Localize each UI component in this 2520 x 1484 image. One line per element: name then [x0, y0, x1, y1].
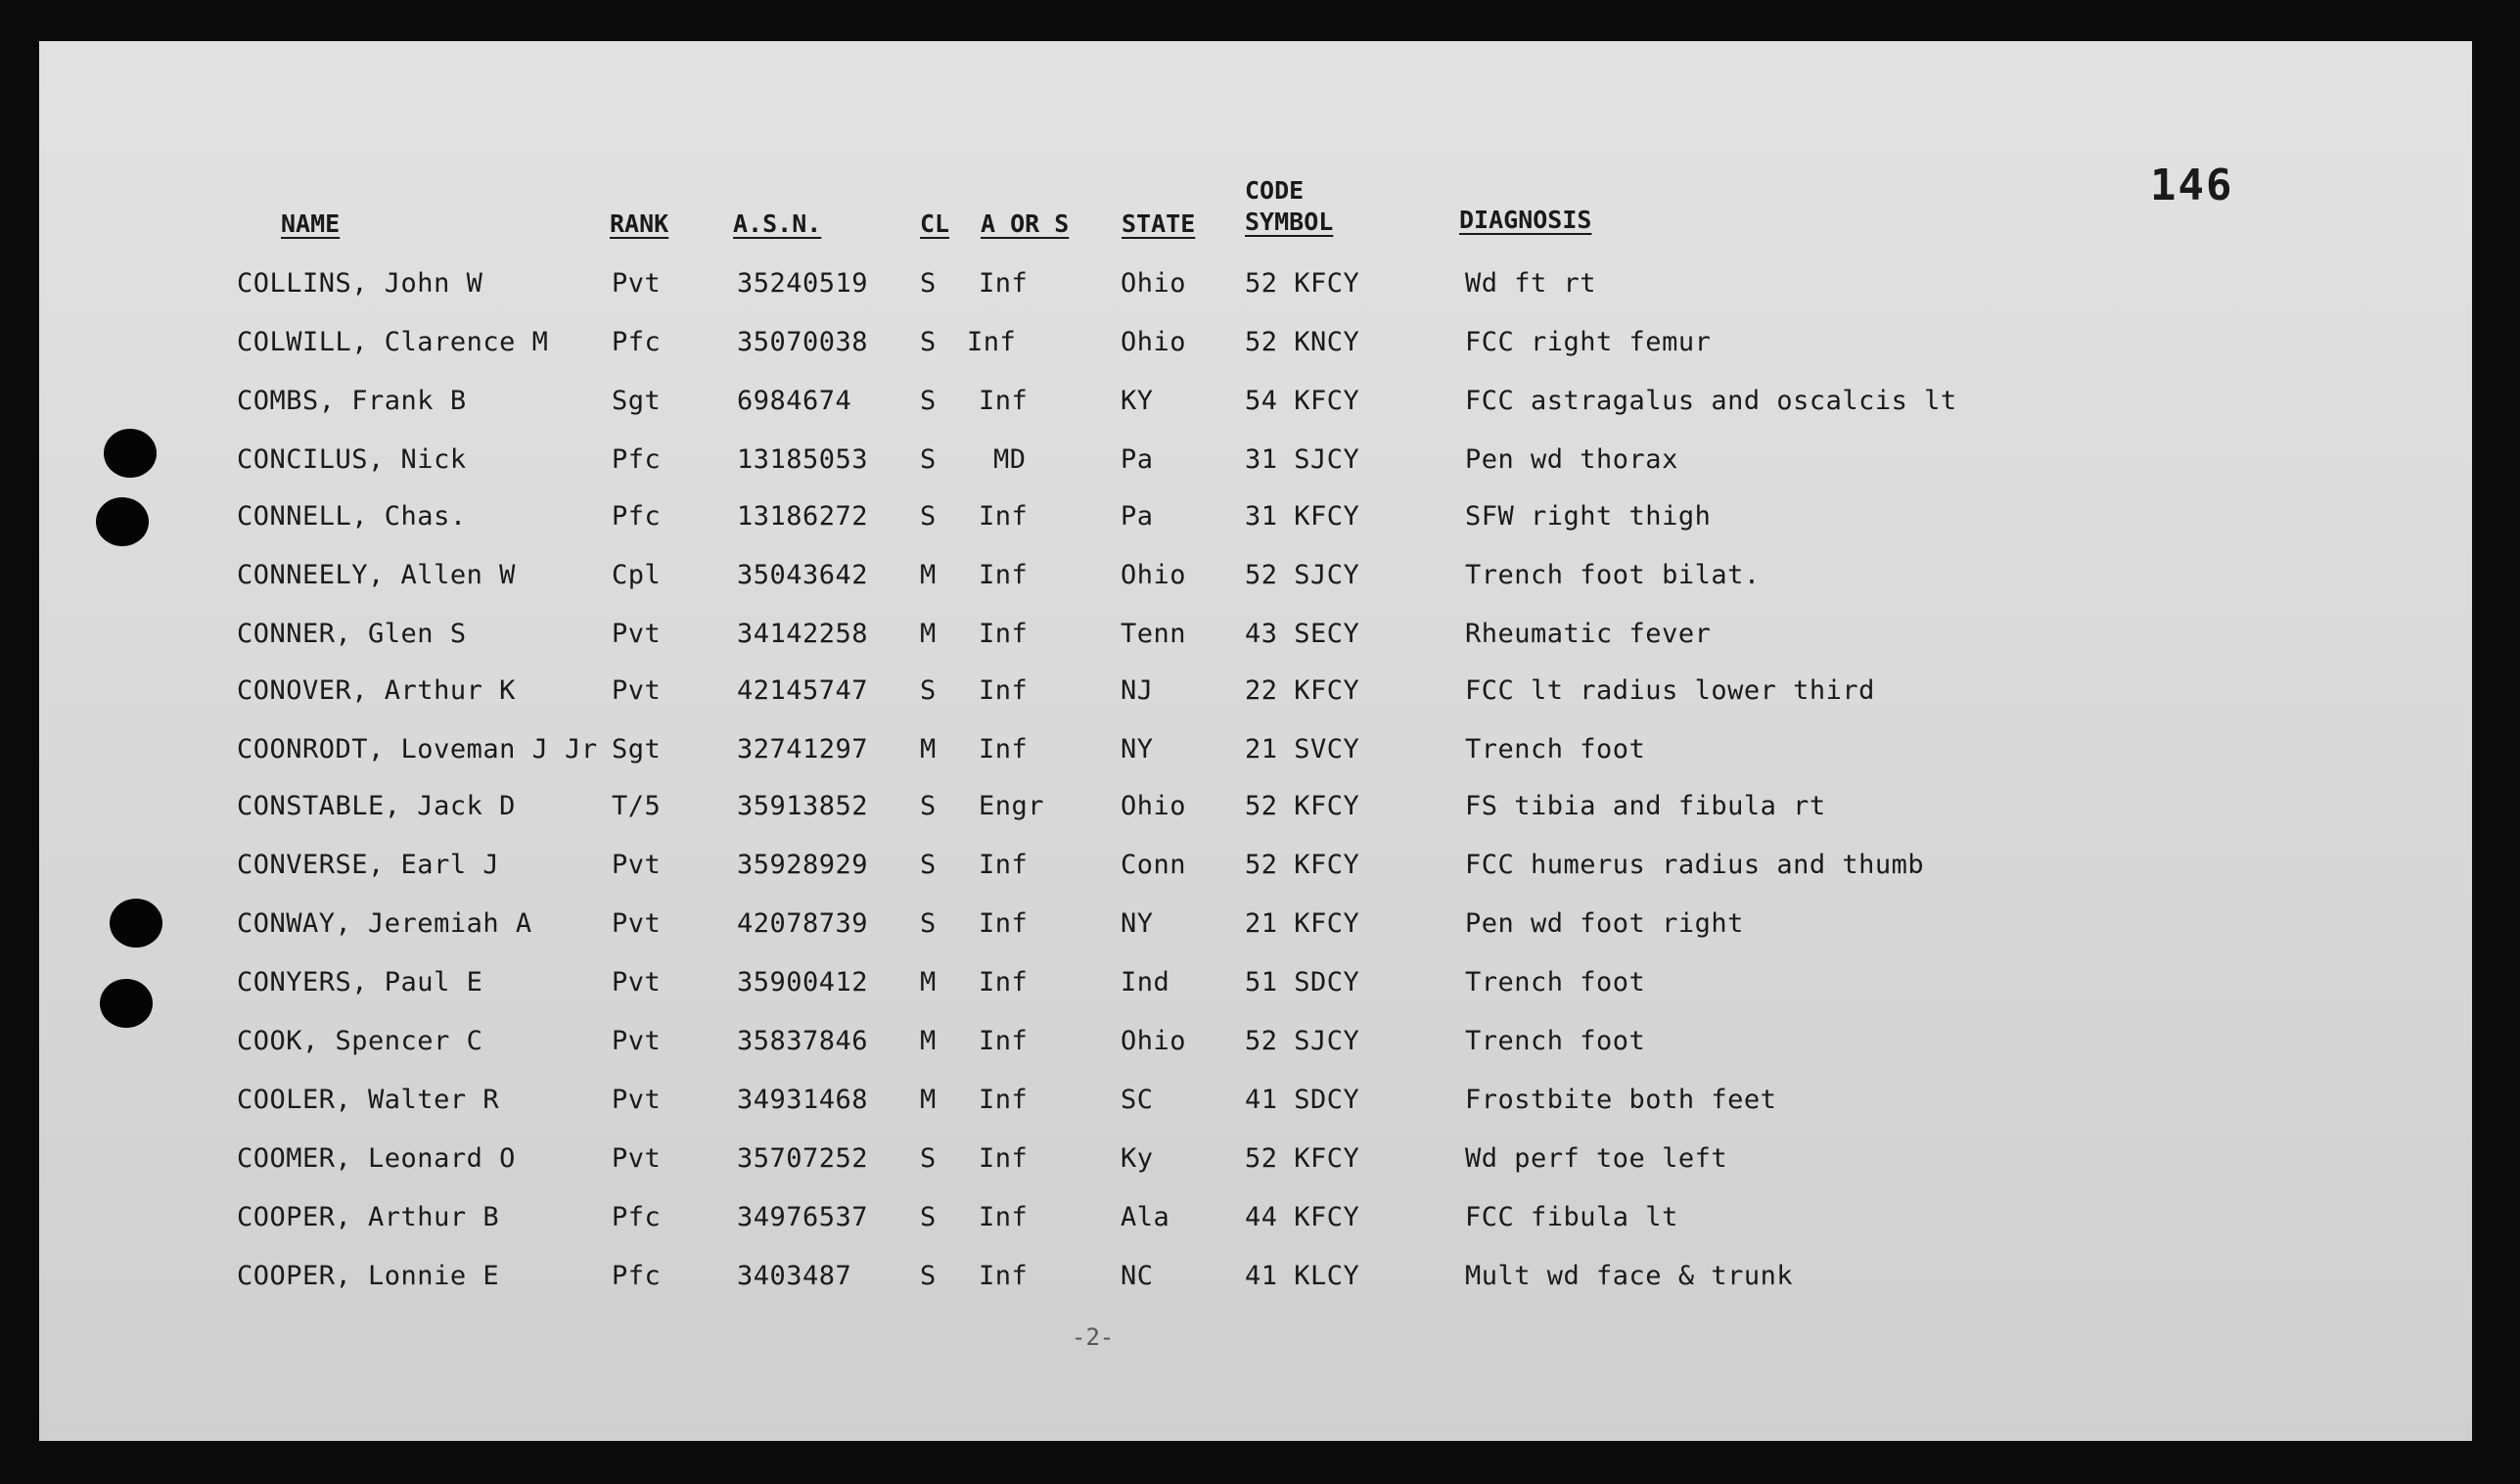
- cell-cl: M: [920, 560, 937, 590]
- cell-a-or-s: MD: [993, 444, 1027, 475]
- header-diagnosis: DIAGNOSIS: [1459, 206, 1592, 234]
- cell-diagnosis: FCC astragalus and oscalcis lt: [1465, 386, 1957, 416]
- cell-diagnosis: Wd ft rt: [1465, 268, 1597, 299]
- cell-rank: Pvt: [612, 908, 662, 939]
- table-row: [39, 734, 2472, 773]
- cell-asn: 13186272: [737, 501, 869, 532]
- table-row: [39, 908, 2472, 948]
- table-row: [39, 327, 2472, 366]
- cell-name: COOLER, Walter R: [237, 1085, 500, 1115]
- cell-code: 52 KNCY: [1245, 327, 1360, 357]
- cell-code: 22 KFCY: [1245, 675, 1360, 706]
- cell-cl: S: [920, 908, 937, 939]
- cell-name: COOPER, Arthur B: [237, 1202, 500, 1232]
- cell-code: 31 SJCY: [1245, 444, 1360, 475]
- header-cl: CL: [920, 209, 950, 238]
- header-rank: RANK: [610, 209, 669, 238]
- cell-rank: Pvt: [612, 619, 662, 649]
- table-row: [39, 560, 2472, 599]
- punch-hole: [96, 497, 149, 546]
- cell-name: COMBS, Frank B: [237, 386, 467, 416]
- cell-a-or-s: Inf: [979, 386, 1029, 416]
- cell-asn: 35043642: [737, 560, 869, 590]
- cell-state: Ohio: [1121, 327, 1187, 357]
- cell-rank: Pfc: [612, 1261, 662, 1291]
- cell-diagnosis: SFW right thigh: [1465, 501, 1712, 532]
- cell-diagnosis: Rheumatic fever: [1465, 619, 1712, 649]
- cell-asn: 35928929: [737, 850, 869, 880]
- cell-state: Ala: [1121, 1202, 1170, 1232]
- cell-asn: 35837846: [737, 1026, 869, 1056]
- cell-asn: 42078739: [737, 908, 869, 939]
- cell-rank: Pvt: [612, 967, 662, 997]
- cell-name: COOPER, Lonnie E: [237, 1261, 500, 1291]
- cell-diagnosis: Trench foot bilat.: [1465, 560, 1761, 590]
- cell-code: 52 KFCY: [1245, 1143, 1360, 1174]
- cell-code: 52 SJCY: [1245, 560, 1360, 590]
- cell-rank: Pfc: [612, 501, 662, 532]
- cell-cl: S: [920, 444, 937, 475]
- cell-code: 52 KFCY: [1245, 850, 1360, 880]
- cell-state: Pa: [1121, 501, 1154, 532]
- cell-cl: M: [920, 967, 937, 997]
- cell-name: CONYERS, Paul E: [237, 967, 483, 997]
- cell-state: Ohio: [1121, 1026, 1187, 1056]
- table-row: [39, 386, 2472, 425]
- cell-state: Ind: [1121, 967, 1170, 997]
- cell-a-or-s: Inf: [967, 327, 1017, 357]
- cell-asn: 13185053: [737, 444, 869, 475]
- cell-state: SC: [1121, 1085, 1154, 1115]
- cell-name: CONCILUS, Nick: [237, 444, 467, 475]
- cell-rank: Pvt: [612, 268, 662, 299]
- cell-cl: S: [920, 675, 937, 706]
- cell-diagnosis: Pen wd foot right: [1465, 908, 1744, 939]
- cell-name: CONVERSE, Earl J: [237, 850, 500, 880]
- cell-rank: Pfc: [612, 1202, 662, 1232]
- table-row: [39, 967, 2472, 1006]
- cell-a-or-s: Inf: [979, 560, 1029, 590]
- cell-asn: 35240519: [737, 268, 869, 299]
- cell-code: 51 SDCY: [1245, 967, 1360, 997]
- table-row: [39, 619, 2472, 658]
- cell-a-or-s: Inf: [979, 1202, 1029, 1232]
- cell-state: Ky: [1121, 1143, 1154, 1174]
- cell-state: Ohio: [1121, 268, 1187, 299]
- cell-diagnosis: FCC right femur: [1465, 327, 1712, 357]
- cell-a-or-s: Inf: [979, 675, 1029, 706]
- cell-code: 41 KLCY: [1245, 1261, 1360, 1291]
- cell-a-or-s: Inf: [979, 1026, 1029, 1056]
- cell-a-or-s: Inf: [979, 908, 1029, 939]
- table-row: [39, 268, 2472, 307]
- cell-rank: Pvt: [612, 850, 662, 880]
- cell-rank: Sgt: [612, 386, 662, 416]
- cell-asn: 34931468: [737, 1085, 869, 1115]
- table-row: [39, 444, 2472, 484]
- table-row: [39, 1202, 2472, 1241]
- cell-cl: S: [920, 1202, 937, 1232]
- table-row: [39, 1026, 2472, 1065]
- cell-diagnosis: FS tibia and fibula rt: [1465, 791, 1826, 821]
- cell-name: COOMER, Leonard O: [237, 1143, 516, 1174]
- cell-state: Pa: [1121, 444, 1154, 475]
- cell-a-or-s: Inf: [979, 967, 1029, 997]
- header-state: STATE: [1122, 209, 1196, 238]
- cell-rank: T/5: [612, 791, 662, 821]
- cell-asn: 32741297: [737, 734, 869, 765]
- cell-diagnosis: FCC lt radius lower third: [1465, 675, 1875, 706]
- cell-asn: 35913852: [737, 791, 869, 821]
- table-row: [39, 850, 2472, 889]
- cell-asn: 34976537: [737, 1202, 869, 1232]
- table-row: [39, 791, 2472, 830]
- cell-asn: 6984674: [737, 386, 852, 416]
- cell-diagnosis: Wd perf toe left: [1465, 1143, 1728, 1174]
- cell-a-or-s: Inf: [979, 1085, 1029, 1115]
- punch-hole: [104, 429, 157, 478]
- cell-diagnosis: Pen wd thorax: [1465, 444, 1678, 475]
- cell-code: 41 SDCY: [1245, 1085, 1360, 1115]
- cell-code: 21 SVCY: [1245, 734, 1360, 765]
- cell-asn: 3403487: [737, 1261, 852, 1291]
- cell-cl: S: [920, 386, 937, 416]
- cell-state: NC: [1121, 1261, 1154, 1291]
- document-page: [39, 41, 2472, 1441]
- cell-a-or-s: Engr: [979, 791, 1045, 821]
- cell-state: Tenn: [1121, 619, 1187, 649]
- cell-code: 54 KFCY: [1245, 386, 1360, 416]
- cell-name: COONRODT, Loveman J Jr: [237, 734, 598, 765]
- cell-name: CONSTABLE, Jack D: [237, 791, 516, 821]
- table-row: [39, 501, 2472, 540]
- cell-diagnosis: Trench foot: [1465, 734, 1646, 765]
- header-a-or-s: A OR S: [981, 209, 1070, 238]
- cell-state: NY: [1121, 908, 1154, 939]
- cell-a-or-s: Inf: [979, 619, 1029, 649]
- cell-state: NY: [1121, 734, 1154, 765]
- cell-code: 21 KFCY: [1245, 908, 1360, 939]
- header-asn: A.S.N.: [733, 209, 822, 238]
- cell-cl: S: [920, 501, 937, 532]
- cell-diagnosis: FCC fibula lt: [1465, 1202, 1678, 1232]
- cell-cl: M: [920, 734, 937, 765]
- cell-cl: M: [920, 1026, 937, 1056]
- cell-state: KY: [1121, 386, 1154, 416]
- table-row: [39, 675, 2472, 715]
- cell-asn: 35900412: [737, 967, 869, 997]
- cell-rank: Pvt: [612, 1026, 662, 1056]
- cell-cl: S: [920, 850, 937, 880]
- punch-hole: [100, 979, 153, 1028]
- cell-state: Ohio: [1121, 791, 1187, 821]
- cell-code: 52 KFCY: [1245, 791, 1360, 821]
- cell-rank: Pfc: [612, 327, 662, 357]
- page-number: 146: [2150, 161, 2234, 210]
- table-row: [39, 1143, 2472, 1183]
- cell-code: 52 KFCY: [1245, 268, 1360, 299]
- header-name: NAME: [281, 209, 341, 238]
- cell-cl: S: [920, 1261, 937, 1291]
- table-row: [39, 1261, 2472, 1300]
- cell-cl: S: [920, 1143, 937, 1174]
- cell-diagnosis: Trench foot: [1465, 1026, 1646, 1056]
- cell-code: 44 KFCY: [1245, 1202, 1360, 1232]
- cell-state: Conn: [1121, 850, 1187, 880]
- cell-name: CONNEELY, Allen W: [237, 560, 516, 590]
- cell-cl: S: [920, 268, 937, 299]
- cell-name: CONOVER, Arthur K: [237, 675, 516, 706]
- cell-rank: Pvt: [612, 675, 662, 706]
- header-symbol: SYMBOL: [1245, 208, 1334, 236]
- cell-name: CONNELL, Chas.: [237, 501, 467, 532]
- table-row: [39, 1085, 2472, 1124]
- cell-name: COLWILL, Clarence M: [237, 327, 549, 357]
- cell-a-or-s: Inf: [979, 850, 1029, 880]
- cell-name: CONWAY, Jeremiah A: [237, 908, 532, 939]
- cell-rank: Sgt: [612, 734, 662, 765]
- cell-cl: M: [920, 1085, 937, 1115]
- cell-cl: S: [920, 327, 937, 357]
- cell-name: CONNER, Glen S: [237, 619, 467, 649]
- cell-state: NJ: [1121, 675, 1154, 706]
- cell-asn: 35707252: [737, 1143, 869, 1174]
- cell-a-or-s: Inf: [979, 268, 1029, 299]
- cell-state: Ohio: [1121, 560, 1187, 590]
- cell-asn: 34142258: [737, 619, 869, 649]
- cell-rank: Pvt: [612, 1143, 662, 1174]
- cell-name: COOK, Spencer C: [237, 1026, 483, 1056]
- cell-a-or-s: Inf: [979, 501, 1029, 532]
- cell-asn: 35070038: [737, 327, 869, 357]
- cell-a-or-s: Inf: [979, 1261, 1029, 1291]
- cell-cl: M: [920, 619, 937, 649]
- cell-rank: Pvt: [612, 1085, 662, 1115]
- cell-cl: S: [920, 791, 937, 821]
- cell-code: 31 KFCY: [1245, 501, 1360, 532]
- cell-diagnosis: Frostbite both feet: [1465, 1085, 1777, 1115]
- cell-rank: Cpl: [612, 560, 662, 590]
- cell-code: 52 SJCY: [1245, 1026, 1360, 1056]
- cell-rank: Pfc: [612, 444, 662, 475]
- cell-name: COLLINS, John W: [237, 268, 483, 299]
- cell-diagnosis: Mult wd face & trunk: [1465, 1261, 1794, 1291]
- punch-hole: [110, 899, 162, 948]
- cell-a-or-s: Inf: [979, 1143, 1029, 1174]
- cell-diagnosis: FCC humerus radius and thumb: [1465, 850, 1925, 880]
- cell-a-or-s: Inf: [979, 734, 1029, 765]
- cell-asn: 42145747: [737, 675, 869, 706]
- page-footer-mark: -2-: [1072, 1323, 1115, 1351]
- cell-code: 43 SECY: [1245, 619, 1360, 649]
- cell-diagnosis: Trench foot: [1465, 967, 1646, 997]
- header-code: CODE: [1245, 176, 1305, 205]
